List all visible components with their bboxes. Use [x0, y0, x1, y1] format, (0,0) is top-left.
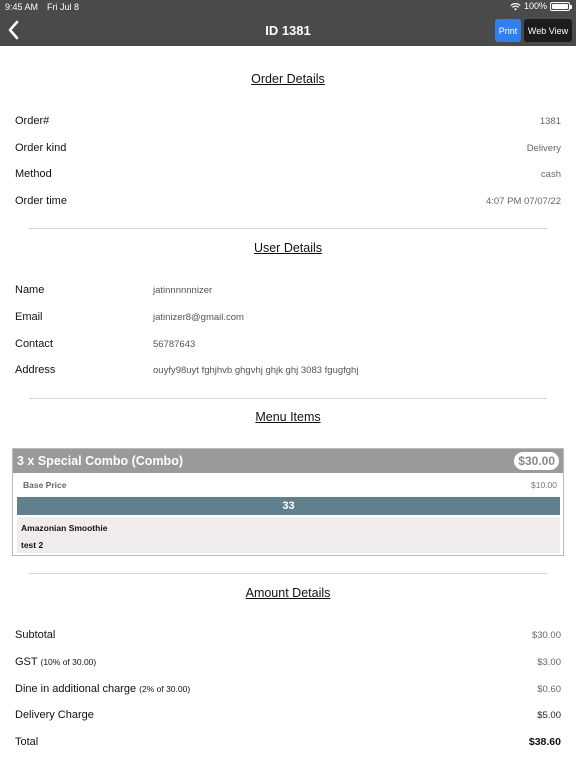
section-divider — [29, 228, 547, 229]
dine-in-label-text: Dine in additional charge — [15, 683, 137, 695]
status-bar — [0, 0, 576, 14]
gst-note: (10% of 30.00) — [40, 657, 97, 667]
subtotal-label: Subtotal — [15, 629, 56, 641]
menu-items-title: Menu Items — [255, 410, 321, 424]
battery-percent: 100% — [523, 1, 547, 11]
navigation-bar — [0, 0, 576, 46]
total-value: $38.60 — [528, 736, 561, 748]
delivery-charge-label: Delivery Charge — [15, 709, 94, 721]
contact-label: Contact — [15, 338, 53, 350]
web-view-button[interactable]: Web View — [524, 19, 572, 42]
email-value: jatinizer8@gmail.com — [153, 312, 244, 323]
address-value: ouyfy98uyt fghjhvb ghgvhj ghjk ghj 3083 fgugfghj — [153, 365, 359, 376]
addon-item: Amazonian Smoothie — [21, 523, 108, 533]
menu-item-card[interactable] — [12, 448, 564, 556]
page-title: ID 1381 — [265, 23, 311, 38]
menu-item-price-badge: $30.00 — [514, 452, 559, 470]
name-value: jatinnnnnnizer — [153, 285, 213, 296]
order-number-label: Order# — [15, 115, 50, 127]
addons-list — [17, 517, 560, 553]
menu-item-header — [13, 449, 563, 473]
status-right — [510, 1, 570, 11]
name-label: Name — [15, 284, 45, 296]
wifi-icon — [510, 2, 521, 11]
base-price-value: $10.00 — [531, 480, 557, 490]
quantity-bar: 33 — [17, 497, 560, 515]
order-time-value: 4:07 PM 07/07/22 — [486, 196, 561, 207]
menu-item-name: 3 x Special Combo (Combo) — [17, 454, 183, 468]
method-label: Method — [15, 168, 52, 180]
total-label: Total — [15, 736, 39, 748]
order-kind-label: Order kind — [15, 142, 67, 154]
dine-in-charge-label — [15, 683, 190, 695]
gst-value: $3.00 — [537, 657, 561, 668]
email-label: Email — [15, 311, 43, 323]
print-button[interactable]: Print — [495, 19, 521, 42]
order-number-value: 1381 — [539, 116, 561, 127]
status-date: Fri Jul 8 — [47, 2, 80, 12]
base-price-label: Base Price — [23, 480, 67, 490]
address-label: Address — [15, 364, 56, 376]
order-kind-value: Delivery — [526, 143, 561, 154]
subtotal-value: $30.00 — [531, 630, 561, 641]
section-divider — [29, 573, 547, 574]
section-divider — [29, 398, 547, 399]
status-time: 9:45 AM — [5, 2, 39, 12]
method-value: cash — [540, 169, 561, 180]
user-details-title: User Details — [253, 241, 323, 255]
battery-icon — [550, 2, 570, 11]
contact-value: 56787643 — [153, 339, 196, 350]
gst-label — [15, 656, 96, 668]
amount-details-title: Amount Details — [245, 586, 331, 600]
order-time-label: Order time — [15, 195, 67, 207]
gst-label-text: GST — [15, 656, 38, 668]
dine-in-note: (2% of 30.00) — [139, 684, 191, 694]
delivery-charge-value: $5.00 — [537, 710, 561, 721]
addon-item: test 2 — [21, 540, 44, 550]
dine-in-charge-value: $0.60 — [537, 684, 561, 695]
order-details-title: Order Details — [251, 72, 325, 86]
